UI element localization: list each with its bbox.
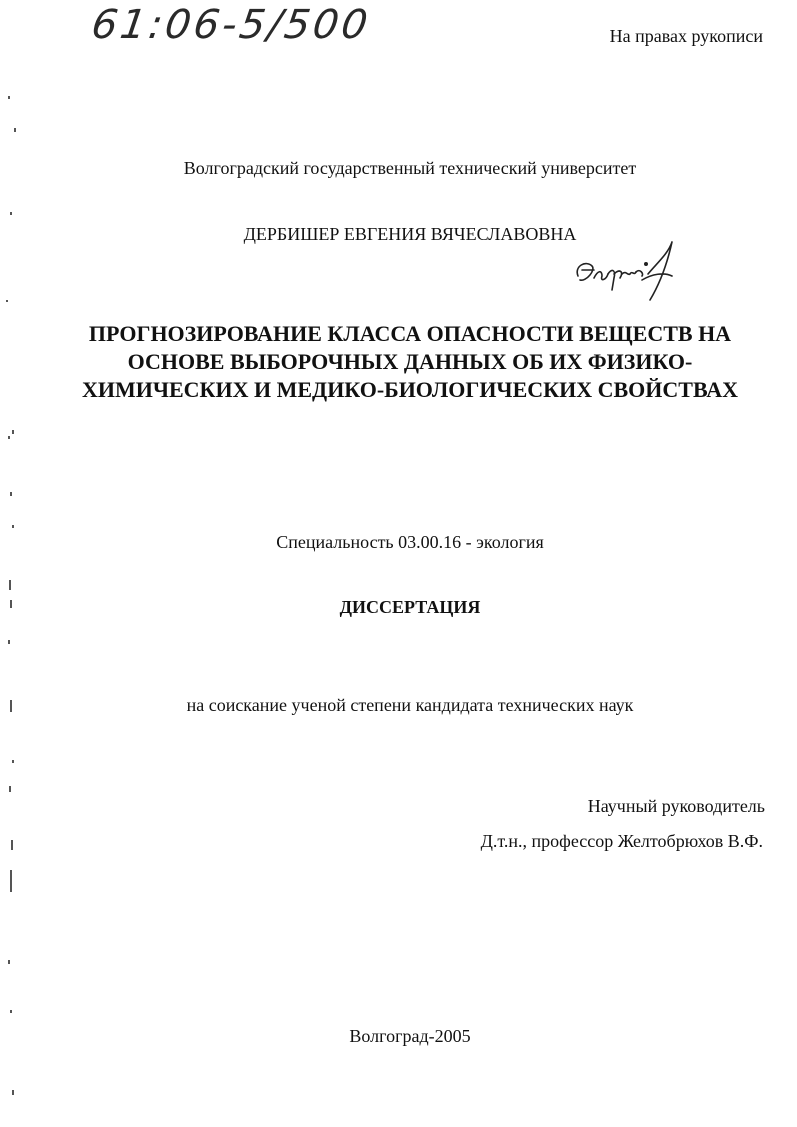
degree-statement: на соискание ученой степени кандидата технических наук xyxy=(186,695,634,715)
author-signature xyxy=(572,240,682,304)
rights-notice: На правах рукописи xyxy=(609,26,763,46)
dissertation-title xyxy=(40,320,780,404)
supervisor-label: Научный руководитель xyxy=(587,796,765,816)
author-name: ДЕРБИШЕР ЕВГЕНИЯ ВЯЧЕСЛАВОВНА xyxy=(243,224,577,244)
archive-code-handwritten: 61:06-5/500 xyxy=(88,2,374,48)
specialty: Специальность 03.00.16 - экология xyxy=(276,532,544,552)
title-line-2: ОСНОВЕ ВЫБОРОЧНЫХ ДАННЫХ ОБ ИХ ФИЗИКО- xyxy=(127,349,693,374)
supervisor-name: Д.т.н., профессор Желтобрюхов В.Ф. xyxy=(480,831,763,851)
title-line-1: ПРОГНОЗИРОВАНИЕ КЛАССА ОПАСНОСТИ ВЕЩЕСТВ НА xyxy=(88,321,732,346)
city-year: Волгоград-2005 xyxy=(349,1026,471,1046)
title-line-3: ХИМИЧЕСКИХ И МЕДИКО-БИОЛОГИЧЕСКИХ СВОЙСТВАХ xyxy=(81,377,739,402)
university-name: Волгоградский государственный технический университет xyxy=(183,158,637,178)
document-type: ДИССЕРТАЦИЯ xyxy=(339,597,481,617)
